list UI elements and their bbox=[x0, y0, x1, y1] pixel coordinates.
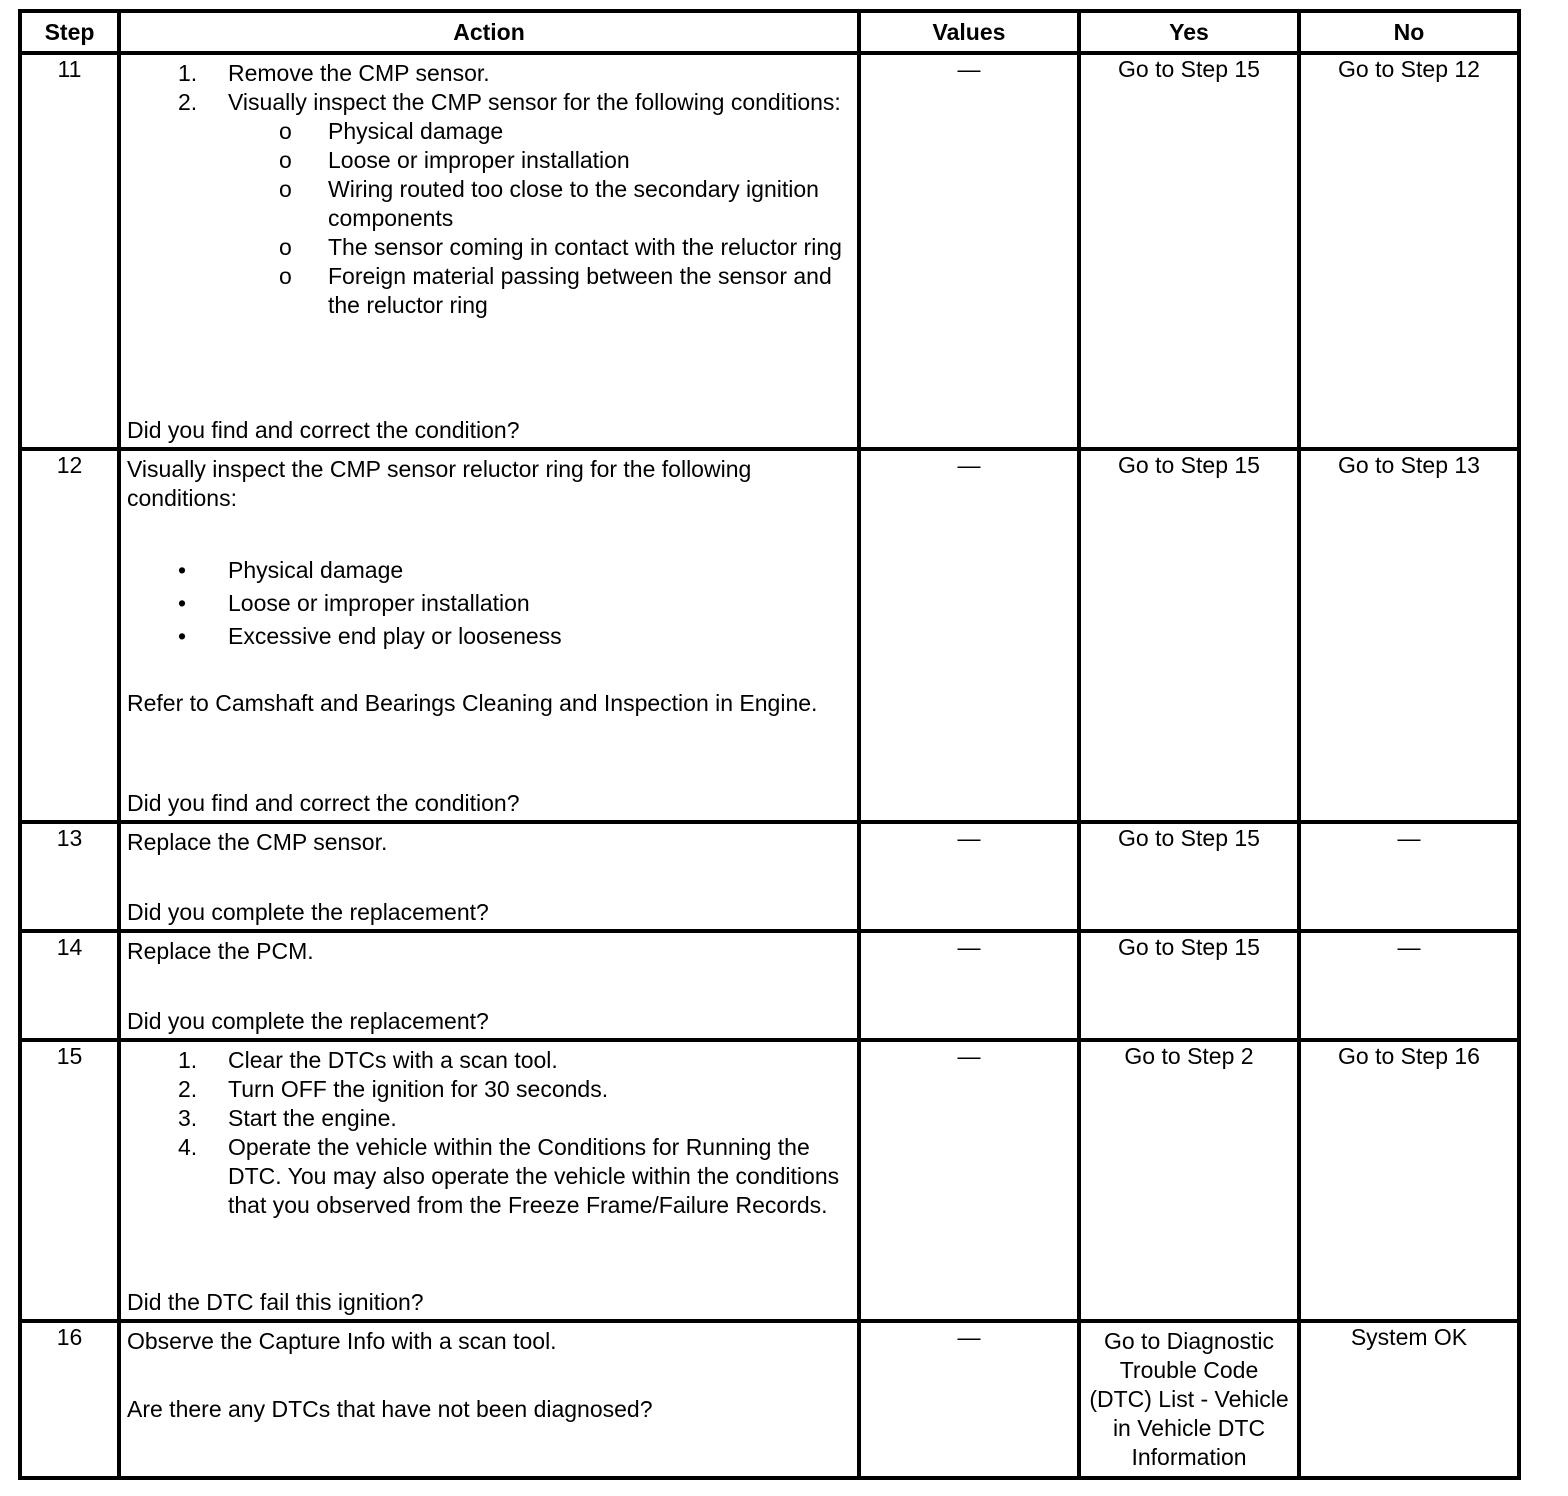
step-number: 14 bbox=[20, 931, 119, 1040]
yes-cell: Go to Step 15 bbox=[1079, 822, 1299, 931]
table-row-step-14 bbox=[20, 931, 1519, 1040]
list-item: 3. Start the engine. bbox=[178, 1105, 397, 1131]
question: Did you find and correct the condition? bbox=[127, 417, 520, 443]
question: Did you complete the replacement? bbox=[127, 1008, 489, 1034]
header-yes: Yes bbox=[1079, 11, 1299, 53]
step-number: 16 bbox=[20, 1321, 119, 1478]
action-cell bbox=[119, 931, 859, 1040]
action-text: Replace the PCM. bbox=[127, 938, 314, 964]
list-item: 4. Operate the vehicle within the Conditions for Running the DTC. You may also operate the vehicle within the conditions that you observed from the Freeze Frame/Failure Records. bbox=[178, 1134, 840, 1218]
table-row-step-13 bbox=[20, 822, 1519, 931]
question: Did you find and correct the condition? bbox=[127, 790, 520, 816]
header-step: Step bbox=[20, 11, 119, 53]
step-number: 11 bbox=[20, 53, 119, 449]
question: Are there any DTCs that have not been diagnosed? bbox=[127, 1396, 653, 1422]
action-cell bbox=[119, 1040, 859, 1321]
sub-list-item: o Physical damage bbox=[279, 118, 504, 144]
no-cell: Go to Step 16 bbox=[1299, 1040, 1519, 1321]
step-number: 13 bbox=[20, 822, 119, 931]
values-cell: — bbox=[859, 1040, 1079, 1321]
diagnostic-table bbox=[18, 9, 1521, 1480]
yes-cell: Go to Step 15 bbox=[1079, 53, 1299, 449]
header-action: Action bbox=[119, 11, 859, 53]
no-cell: Go to Step 13 bbox=[1299, 449, 1519, 822]
values-cell: — bbox=[859, 931, 1079, 1040]
list-item: 2. Turn OFF the ignition for 30 seconds. bbox=[178, 1076, 609, 1102]
action-cell bbox=[119, 822, 859, 931]
header-values: Values bbox=[859, 11, 1079, 53]
bullet-item: • Physical damage bbox=[178, 557, 404, 583]
table-row-step-11 bbox=[20, 53, 1519, 449]
yes-cell: Go to Step 15 bbox=[1079, 449, 1299, 822]
sub-list-item: o The sensor coming in contact with the reluctor ring bbox=[279, 234, 842, 260]
step-number: 15 bbox=[20, 1040, 119, 1321]
action-cell bbox=[119, 449, 859, 822]
action-cell bbox=[119, 53, 859, 449]
sub-list-item: o Foreign material passing between the sensor and the reluctor ring bbox=[279, 263, 832, 318]
no-cell: System OK bbox=[1299, 1321, 1519, 1478]
question: Did you complete the replacement? bbox=[127, 899, 489, 925]
values-cell: — bbox=[859, 449, 1079, 822]
header-no: No bbox=[1299, 11, 1519, 53]
yes-cell: Go to Step 15 bbox=[1079, 931, 1299, 1040]
values-cell: — bbox=[859, 1321, 1079, 1478]
bullet-item: • Excessive end play or looseness bbox=[178, 623, 562, 649]
question: Did the DTC fail this ignition? bbox=[127, 1289, 424, 1315]
table-row-step-16 bbox=[20, 1321, 1519, 1478]
values-cell: — bbox=[859, 822, 1079, 931]
yes-cell: Go to Step 2 bbox=[1079, 1040, 1299, 1321]
no-cell: — bbox=[1299, 931, 1519, 1040]
list-item: 2. Visually inspect the CMP sensor for the following conditions: bbox=[178, 89, 841, 115]
action-cell bbox=[119, 1321, 859, 1478]
no-cell: — bbox=[1299, 822, 1519, 931]
no-cell: Go to Step 12 bbox=[1299, 53, 1519, 449]
sub-list-item: o Wiring routed too close to the secondary ignition components bbox=[279, 176, 819, 231]
action-text: Replace the CMP sensor. bbox=[127, 829, 388, 855]
action-text: Observe the Capture Info with a scan tool. bbox=[127, 1328, 557, 1354]
sub-list-item: o Loose or improper installation bbox=[279, 147, 630, 173]
table-row-step-12 bbox=[20, 449, 1519, 822]
intro-text: Visually inspect the CMP sensor reluctor ring for the following conditions: bbox=[127, 456, 752, 511]
refer-text: Refer to Camshaft and Bearings Cleaning and Inspection in Engine. bbox=[127, 690, 818, 716]
bullet-item: • Loose or improper installation bbox=[178, 590, 530, 616]
yes-cell: Go to Diagnostic Trouble Code (DTC) List - Vehicle in Vehicle DTC Information bbox=[1079, 1321, 1299, 1478]
values-cell: — bbox=[859, 53, 1079, 449]
list-item: 1. Clear the DTCs with a scan tool. bbox=[178, 1047, 558, 1073]
step-number: 12 bbox=[20, 449, 119, 822]
table-row-step-15 bbox=[20, 1040, 1519, 1321]
header-row bbox=[20, 11, 1519, 53]
list-item: 1. Remove the CMP sensor. bbox=[178, 60, 490, 86]
